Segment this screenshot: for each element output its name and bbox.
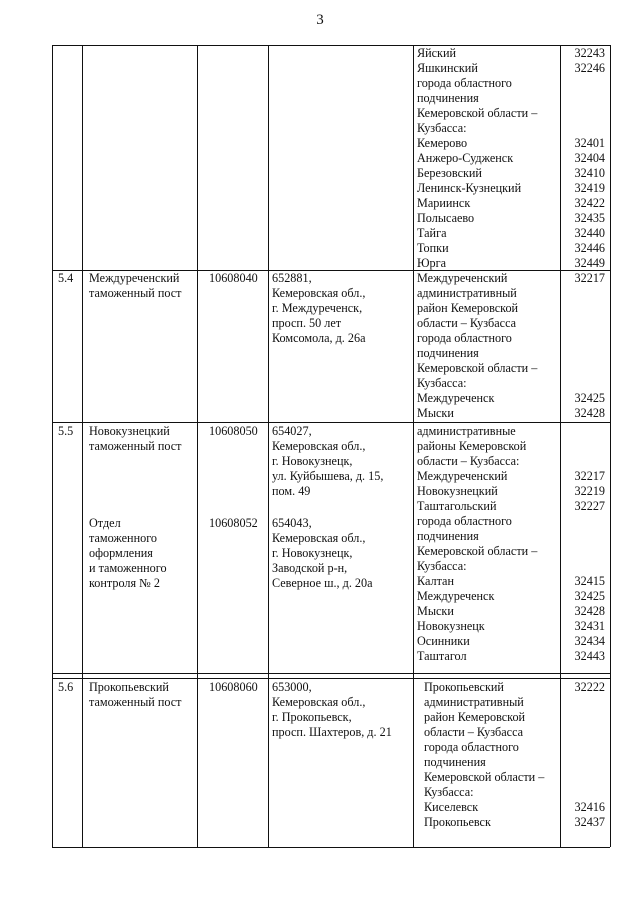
row-number: 5.4 [58,271,74,285]
post-name-line: таможенный пост [89,439,182,453]
department-address [272,516,373,591]
post-code: 10608050 [209,424,258,438]
area-list-line: подчинения [424,755,486,769]
continuation-codes-line: 32422 [574,196,605,210]
area-codes-line: 32428 [574,406,605,420]
post-address-line: 653000, [272,680,312,694]
area-codes-line [563,529,605,544]
area-codes-line: 32227 [574,499,605,513]
continuation-areas-line: Кемерово [417,136,468,150]
area-list-line: Междуреченск [417,391,495,405]
column-border [268,45,269,847]
department-name-line: и таможенного [89,561,167,575]
continuation-areas-line: Тайга [417,226,447,240]
area-list-line: административный [424,695,524,709]
area-codes-line [563,316,605,331]
continuation-areas-line: Кузбасса: [417,121,467,135]
area-codes-line [563,514,605,529]
area-codes-line [563,725,605,740]
row-number: 5.5 [58,424,74,438]
post-address-line: г. Новокузнецк, [272,454,353,468]
continuation-codes-line: 32410 [574,166,605,180]
post-address-line: Комсомола, д. 26а [272,331,366,345]
area-codes-line: 32415 [574,574,605,588]
continuation-areas-line: Березовский [417,166,482,180]
continuation-codes-line [563,121,605,136]
area-list-line: области – Кузбасса [417,316,517,330]
area-codes-line [563,755,605,770]
continuation-areas-line: Топки [417,241,449,255]
area-codes-line [563,785,605,800]
department-code: 10608052 [209,516,258,530]
area-codes-line: 32425 [574,589,605,603]
continuation-codes-line: 32404 [574,151,605,165]
area-list-line: подчинения [417,529,479,543]
post-address-line: Кемеровская обл., [272,695,366,709]
area-list-line: города областного [417,331,512,345]
area-list-line: Новокузнецк [417,619,485,633]
area-list-line: Мыски [417,604,454,618]
post-name [89,271,182,301]
post-code: 10608040 [209,271,258,285]
continuation-codes-line [563,76,605,91]
continuation-areas-line: города областного [417,76,512,90]
post-address-line: г. Прокопьевск, [272,710,352,724]
continuation-areas-line: Яйский [417,46,457,60]
area-list [417,424,537,664]
area-list-line: Кузбасса: [417,376,467,390]
area-list-line: области – Кузбасса [424,725,524,739]
area-codes-line: 32443 [574,649,605,663]
area-codes-line: 32217 [574,271,605,285]
department-address-line: 654043, [272,516,312,530]
row-separator [52,678,610,679]
column-border [197,45,198,847]
continuation-codes-line: 32401 [574,136,605,150]
post-address [272,271,366,346]
area-codes-line: 32222 [574,680,605,694]
area-codes-line [563,559,605,574]
area-list-line: Калтан [417,574,454,588]
area-list-line: Киселевск [424,800,479,814]
post-name [89,424,182,454]
area-list-line: Прокопьевск [424,815,491,829]
continuation-areas-line: Мариинск [417,196,471,210]
post-address-line: просп. Шахтеров, д. 21 [272,725,392,739]
column-border [82,45,83,847]
continuation-areas-line: Ленинск-Кузнецкий [417,181,522,195]
area-list-line: Кемеровской области – [424,770,545,784]
area-list-line: Кемеровской области – [417,544,538,558]
continuation-codes-line [563,91,605,106]
post-address-line: 652881, [272,271,312,285]
area-codes-line [563,454,605,469]
department-name-line: Отдел [89,516,121,530]
area-list-line: области – Кузбасса: [417,454,520,468]
continuation-codes-line: 32449 [574,256,605,270]
area-codes-line [563,346,605,361]
area-list-line: подчинения [417,346,479,360]
department-address-line: Кемеровская обл., [272,531,366,545]
continuation-codes-line: 32440 [574,226,605,240]
post-address-line: ул. Куйбышева, д. 15, [272,469,384,483]
area-list-line: административный [417,286,517,300]
area-list-line: Кузбасса: [424,785,474,799]
area-list-line: города областного [417,514,512,528]
continuation-areas-line: Яшкинский [417,61,478,75]
department-address-line: Заводской р-н, [272,561,348,575]
area-codes-line: 32416 [574,800,605,814]
area-list-line: Новокузнецкий [417,484,498,498]
area-codes-line [563,286,605,301]
column-border [610,45,611,847]
area-codes-line [563,740,605,755]
area-list-line: Междуреченский [417,469,508,483]
area-list-line: административные [417,424,516,438]
area-list-line: города областного [424,740,519,754]
continuation-codes [563,46,605,271]
area-codes-line: 32219 [574,484,605,498]
area-codes [563,271,605,421]
post-address-line: пом. 49 [272,484,311,498]
post-name-line: Новокузнецкий [89,424,170,438]
area-codes-line [563,544,605,559]
area-list-line: Кемеровской области – [417,361,538,375]
area-codes-line [563,439,605,454]
continuation-codes-line: 32435 [574,211,605,225]
area-codes-line [563,361,605,376]
area-codes-line: 32428 [574,604,605,618]
area-codes-line [563,695,605,710]
area-codes-line: 32431 [574,619,605,633]
continuation-areas-line: подчинения [417,91,479,105]
area-list-line: районы Кемеровской [417,439,527,453]
continuation-codes-line [563,106,605,121]
column-border [560,45,561,847]
post-name [89,680,182,710]
area-list-line: район Кемеровской [424,710,526,724]
area-list-line: Таштагол [417,649,467,663]
area-list-line: район Кемеровской [417,301,519,315]
area-list-line: Междуреченский [417,271,508,285]
area-list-line: Кузбасса: [417,559,467,573]
department-name-line: контроля № 2 [89,576,160,590]
row-separator [52,673,610,674]
department-name [89,516,167,591]
continuation-areas-line: Юрга [417,256,447,270]
continuation-codes-line: 32419 [574,181,605,195]
area-codes-line [563,710,605,725]
continuation-areas [417,46,537,271]
continuation-areas-line: Полысаево [417,211,475,225]
area-list [417,271,537,421]
post-name-line: Прокопьевский [89,680,169,694]
row-separator [52,422,610,423]
post-address-line: Кемеровская обл., [272,439,366,453]
area-codes-line [563,424,605,439]
column-border [413,45,414,847]
row-number: 5.6 [58,680,74,694]
post-address-line: 654027, [272,424,312,438]
post-address-line: Кемеровская обл., [272,286,366,300]
area-list-line: Осинники [417,634,470,648]
department-address-line: г. Новокузнецк, [272,546,353,560]
continuation-codes-line: 32246 [574,61,605,75]
continuation-codes-line: 32446 [574,241,605,255]
post-address-line: просп. 50 лет [272,316,342,330]
post-name-line: таможенный пост [89,286,182,300]
continuation-areas-line: Анжеро-Судженск [417,151,514,165]
area-list-line: Прокопьевский [424,680,504,694]
area-list [424,680,544,830]
post-address [272,424,383,499]
post-address [272,680,392,740]
department-name-line: оформления [89,546,153,560]
area-codes-line: 32434 [574,634,605,648]
continuation-areas-line: Кемеровской области – [417,106,538,120]
area-codes-line [563,376,605,391]
area-codes-line [563,331,605,346]
post-name-line: Междуреченский [89,271,180,285]
area-list-line: Мыски [417,406,454,420]
continuation-codes-line: 32243 [574,46,605,60]
post-address-line: г. Междуреченск, [272,301,363,315]
area-codes-line: 32217 [574,469,605,483]
area-list-line: Таштагольский [417,499,497,513]
area-codes-line [563,770,605,785]
table-bottom-border [52,847,610,848]
area-codes [563,424,605,664]
page-number: 3 [316,12,324,28]
area-codes-line: 32437 [574,815,605,829]
column-border [52,45,53,847]
department-name-line: таможенного [89,531,157,545]
area-codes-line: 32425 [574,391,605,405]
department-address-line: Северное ш., д. 20а [272,576,373,590]
post-name-line: таможенный пост [89,695,182,709]
area-codes [563,680,605,830]
area-list-line: Междуреченск [417,589,495,603]
area-codes-line [563,301,605,316]
post-code: 10608060 [209,680,258,694]
